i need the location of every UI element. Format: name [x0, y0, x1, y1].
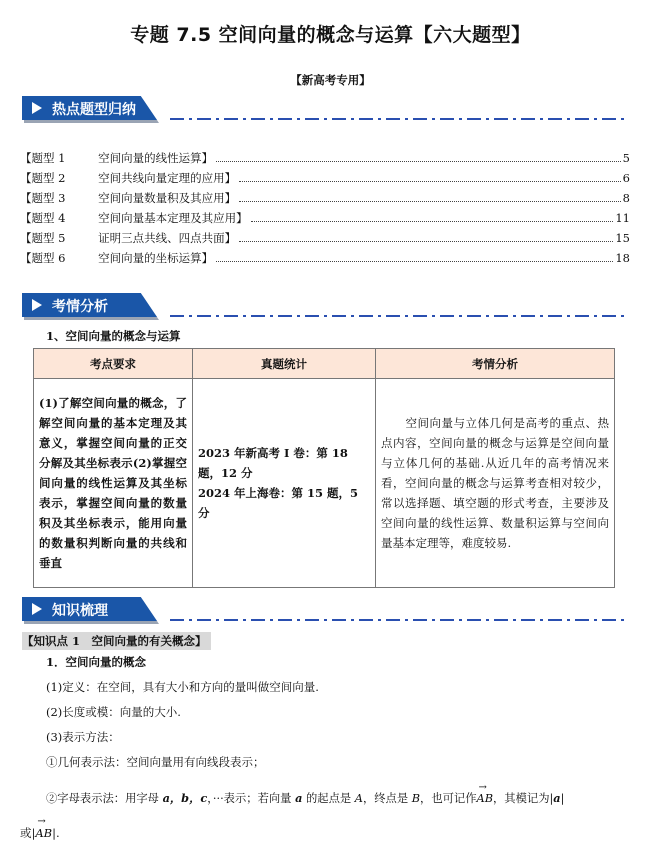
vector-letters: a，b，c	[162, 791, 208, 805]
toc-number: 2	[58, 171, 66, 185]
text-fragment: |	[560, 792, 565, 805]
vector-arrow-icon: →	[478, 782, 487, 793]
table-of-contents	[20, 150, 630, 270]
statistics-cell	[193, 379, 376, 588]
banner-label: 知识梳理	[52, 603, 108, 619]
exam-analysis-table	[33, 348, 615, 588]
toc-leader-dots	[239, 180, 621, 182]
toc-number: 4	[58, 211, 66, 225]
text-fragment: |.	[52, 826, 60, 840]
text-fragment: 或|	[20, 826, 36, 840]
dash-dot-divider	[170, 118, 625, 120]
toc-title: 空间向量的线性运算】	[98, 151, 214, 165]
toc-prefix: 【题型	[20, 231, 55, 245]
toc-title: 空间向量的坐标运算】	[98, 251, 214, 265]
toc-title: 空间向量基本定理及其应用】	[98, 211, 248, 225]
toc-item[interactable]	[20, 150, 630, 170]
definition-line: (1)定义：在空间，具有大小和方向的量叫做空间向量.	[46, 680, 319, 694]
toc-item[interactable]	[20, 230, 630, 250]
text-fragment: 的起点是	[302, 792, 355, 805]
analysis-text: 空间向量与立体几何是高考的重点、热点内容，空间向量的概念与运算是空间向量与立体几何的基础.从近几年的高考情况来看，空间向量的概念与运算考查相对较少，常以选择题、填空题的形式考查，主要涉及空间向量的线性运算、数量积运算与空间向量基本定理等，难度较易.	[381, 416, 609, 550]
toc-prefix: 【题型	[20, 191, 55, 205]
stat-2024: 2024 年上海卷：第 15 题，5 分	[198, 486, 359, 520]
requirements-cell: (1)了解空间向量的概念，了解空间向量的基本定理及其意义，掌握空间向量的正交分解及其坐标表示(2)掌握空间向量的线性运算及其坐标表示，掌握空间向量的数量积及其坐标表示，能用向量的数量积判断向量的共线和垂直	[34, 379, 193, 588]
toc-item[interactable]	[20, 170, 630, 190]
toc-title: 证明三点共线、四点共面】	[98, 231, 237, 245]
toc-prefix: 【题型	[20, 251, 55, 265]
toc-page: 5	[622, 151, 630, 165]
point-b: B	[411, 792, 421, 805]
banner-label: 考情分析	[52, 299, 108, 315]
toc-page: 11	[615, 211, 630, 225]
toc-prefix: 【题型	[20, 151, 55, 165]
text-fragment: ，其模记为|	[493, 792, 554, 805]
vector-arrow-icon: →	[37, 816, 46, 827]
toc-page: 15	[615, 231, 630, 245]
length-line: (2)长度或模：向量的大小.	[46, 705, 181, 719]
toc-leader-dots	[216, 160, 621, 162]
play-triangle-icon	[32, 299, 42, 311]
toc-number: 5	[58, 231, 66, 245]
toc-prefix: 【题型	[20, 171, 55, 185]
stat-2023: 2023 年新高考 I 卷：第 18 题，12 分	[198, 446, 348, 480]
document-title: 专题 7.5 空间向量的概念与运算【六大题型】	[130, 24, 531, 46]
play-triangle-icon	[32, 603, 42, 615]
geometric-representation-line: ①几何表示法：空间向量用有向线段表示；	[46, 755, 265, 769]
table-header-row	[34, 349, 615, 379]
vector-ab	[476, 782, 493, 805]
text-fragment: ，···表示；若向量	[207, 792, 296, 805]
letter-representation-line	[46, 782, 565, 806]
section-banner-hot-types	[22, 96, 157, 120]
section-banner-knowledge	[22, 597, 157, 621]
toc-page: 18	[615, 251, 630, 265]
vector-ab-label: AB	[476, 792, 493, 805]
vector-ab-label: AB	[35, 826, 53, 840]
toc-item[interactable]	[20, 190, 630, 210]
dash-dot-divider	[170, 315, 625, 317]
vector-a: a	[295, 791, 303, 805]
toc-item[interactable]	[20, 250, 630, 270]
toc-number: 6	[58, 251, 66, 265]
knowledge-subheading: 1．空间向量的概念	[46, 655, 147, 669]
representation-line: (3)表示方法：	[46, 730, 120, 744]
banner-label: 热点题型归纳	[52, 102, 136, 118]
vector-a: a	[553, 791, 561, 805]
toc-prefix: 【题型	[20, 211, 55, 225]
toc-page: 8	[622, 191, 630, 205]
dash-dot-divider	[170, 619, 625, 621]
section-banner-exam-analysis	[22, 293, 157, 317]
play-triangle-icon	[32, 102, 42, 114]
letter-representation-continuation	[20, 816, 60, 841]
text-fragment: ，终点是	[362, 792, 412, 805]
toc-number: 1	[58, 151, 66, 165]
toc-title: 空间共线向量定理的应用】	[98, 171, 237, 185]
text-fragment: ，也可记作	[420, 792, 477, 805]
header-analysis: 考情分析	[376, 349, 615, 379]
toc-number: 3	[58, 191, 66, 205]
analysis-heading: 1、空间向量的概念与运算	[46, 329, 181, 343]
table-row	[34, 379, 615, 588]
toc-leader-dots	[239, 240, 613, 242]
header-requirements: 考点要求	[34, 349, 193, 379]
toc-leader-dots	[216, 260, 613, 262]
toc-title: 空间向量数量积及其应用】	[98, 191, 237, 205]
toc-leader-dots	[251, 220, 614, 222]
knowledge-point-tag: 【知识点 1 空间向量的有关概念】	[22, 632, 211, 650]
toc-leader-dots	[239, 200, 621, 202]
toc-item[interactable]	[20, 210, 630, 230]
vector-ab	[35, 816, 53, 840]
point-a: A	[354, 792, 363, 805]
analysis-cell	[376, 379, 615, 588]
text-fragment: ②字母表示法：用字母	[46, 792, 163, 805]
document-subtitle: 【新高考专用】	[290, 73, 371, 87]
toc-page: 6	[622, 171, 630, 185]
header-statistics: 真题统计	[193, 349, 376, 379]
